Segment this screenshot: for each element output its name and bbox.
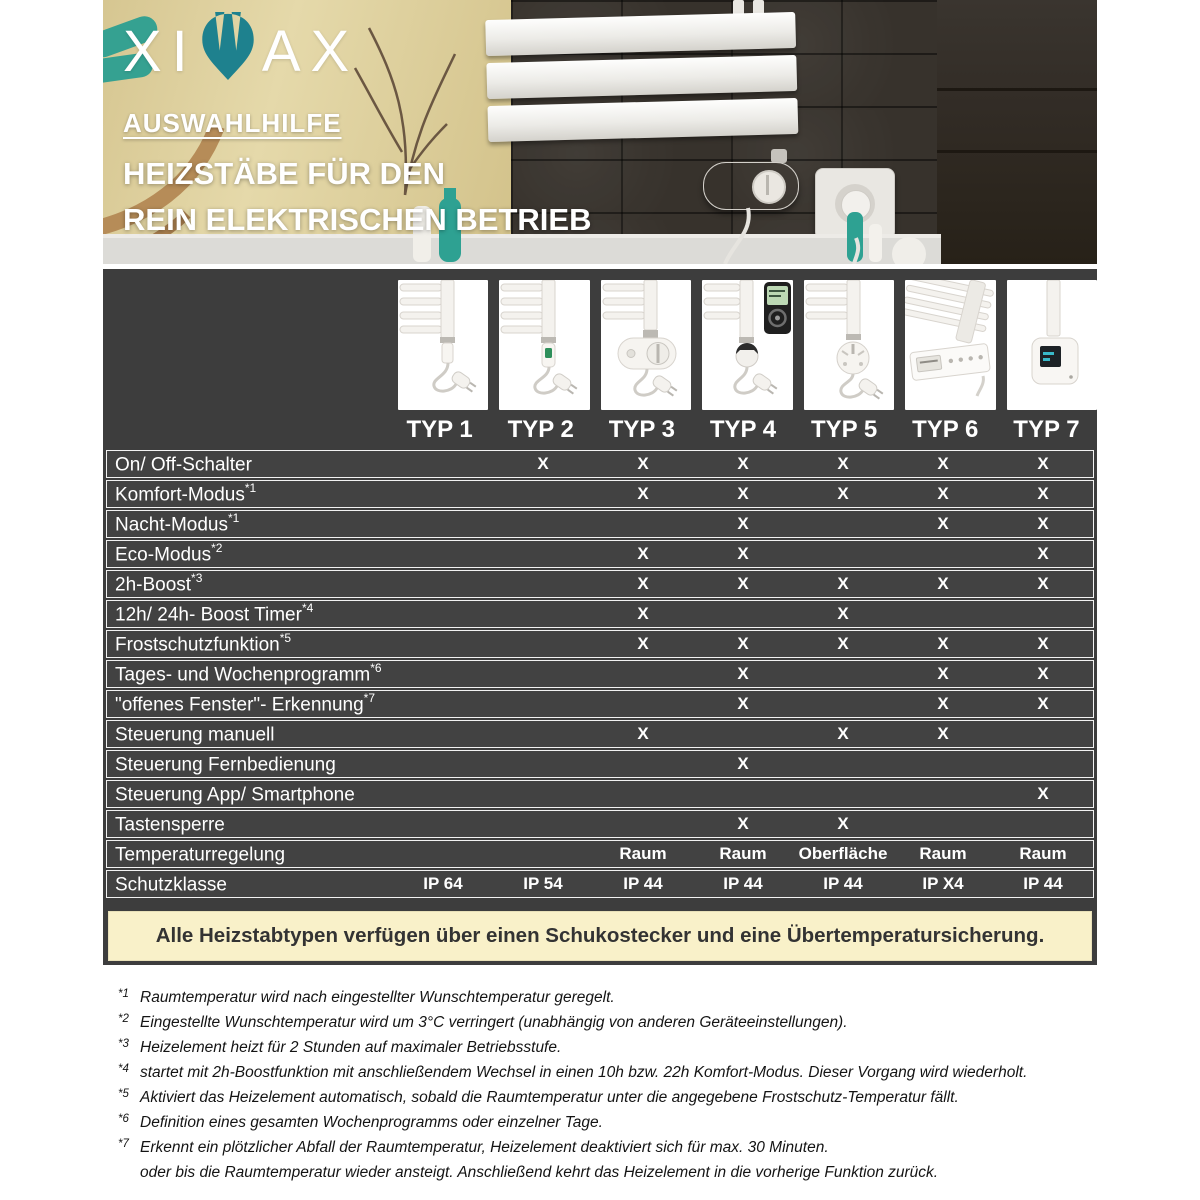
footnote-ref: *5 <box>279 630 292 645</box>
table-row <box>106 630 1094 658</box>
type-header: TYP 6 <box>912 416 979 443</box>
feature-label: 2h-Boost$^{*3}$ <box>115 570 203 596</box>
hero-banner <box>103 0 1097 264</box>
feature-label: Steuerung App/ Smartphone <box>115 784 355 806</box>
table-row <box>106 780 1094 808</box>
type-header: TYP 3 <box>608 416 675 443</box>
footnote-ref: *4 <box>301 600 314 615</box>
hero-title-line1: HEIZSTÄBE FÜR DEN <box>123 156 446 191</box>
feature-label: Tastensperre <box>115 814 225 836</box>
feature-value-cell: X <box>937 634 949 653</box>
feature-value-cell: X <box>637 724 649 743</box>
feature-value-cell: X <box>837 574 849 593</box>
footnote-text: Eingestellte Wunschtemperatur wird um 3°C verringert (unabhängig von anderen Geräteeinstellungen). <box>140 1014 848 1031</box>
footnote <box>118 1038 1098 1057</box>
feature-value-cell: X <box>937 514 949 533</box>
feature-value-cell: Raum <box>1019 844 1067 863</box>
type-header: TYP 4 <box>709 416 777 443</box>
feature-value-cell: X <box>1037 694 1049 713</box>
feature-value-cell: X <box>837 484 849 503</box>
feature-value-cell: Raum <box>719 844 767 863</box>
footnote-text: startet mit 2h-Boostfunktion mit anschließendem Wechsel in einen 10h bzw. 22h Komfort-Modus. Dieser Vorgang wird wiederholt. <box>140 1064 1028 1081</box>
table-row <box>106 840 1094 868</box>
footnote-marker: *5 <box>118 1088 129 1100</box>
footnote-ref: *1 <box>244 480 257 495</box>
feature-value-cell: X <box>1037 514 1049 533</box>
product-photo-typ2 <box>499 280 589 410</box>
comparison-table-section <box>103 269 1097 965</box>
logo-m-icon <box>200 12 256 80</box>
footnote-marker: *7 <box>118 1138 129 1150</box>
feature-value-cell: X <box>737 574 749 593</box>
feature-label: Steuerung manuell <box>115 724 275 746</box>
table-row <box>106 600 1094 628</box>
feature-label: 12h/ 24h- Boost Timer$^{*4}$ <box>115 600 314 626</box>
hero-eyebrow: AUSWAHLHILFE <box>123 108 342 138</box>
table-row <box>106 510 1094 538</box>
feature-value-cell: IP 54 <box>523 874 563 893</box>
feature-label: Steuerung Fernbedienung <box>115 754 336 776</box>
footnote-text: Raumtemperatur wird nach eingestellter Wunschtemperatur geregelt. <box>140 989 615 1006</box>
table-row <box>106 810 1094 838</box>
feature-value-cell: Oberfläche <box>798 844 888 863</box>
type-header: TYP 5 <box>811 416 878 443</box>
feature-value-cell: X <box>1037 484 1049 503</box>
feature-value-cell: X <box>637 634 649 653</box>
type-header-row <box>103 412 1097 448</box>
feature-value-cell: IP X4 <box>922 874 964 893</box>
feature-value-cell: X <box>1037 634 1049 653</box>
table-row <box>106 480 1094 508</box>
footnote-ref: *3 <box>191 570 203 585</box>
product-photo-typ5 <box>804 280 894 410</box>
feature-value-cell: X <box>737 484 749 503</box>
feature-value-cell: X <box>837 814 849 833</box>
product-photo-typ6 <box>905 280 995 410</box>
footnote-ref: *6 <box>370 660 382 675</box>
feature-value-cell: Raum <box>619 844 667 863</box>
feature-value-cell: X <box>937 454 949 473</box>
feature-value-cell: X <box>737 514 749 533</box>
table-row <box>106 690 1094 718</box>
feature-value-cell: X <box>1037 574 1049 593</box>
footnote-marker: *2 <box>118 1013 129 1025</box>
footnote <box>118 1063 1098 1082</box>
footnote-text: Aktiviert das Heizelement automatisch, sobald die Raumtemperatur unter die angegebene Frostschutz-Temperatur fällt. <box>140 1089 959 1106</box>
feature-value-cell: X <box>637 544 649 563</box>
footnote-marker: *1 <box>118 988 129 1000</box>
feature-label: Nacht-Modus$^{*1}$ <box>115 510 240 536</box>
footnote-ref: *7 <box>363 690 376 705</box>
feature-value-cell: X <box>1037 664 1049 683</box>
feature-value-cell: X <box>637 604 649 623</box>
table-row <box>106 660 1094 688</box>
footnote-marker: *3 <box>118 1038 129 1050</box>
feature-label: "offenes Fenster"- Erkennung$^{*7}$ <box>115 690 376 716</box>
footnote-ref: *2 <box>211 540 223 555</box>
table-row <box>106 750 1094 778</box>
feature-value-cell: X <box>937 664 949 683</box>
feature-value-cell: X <box>1037 784 1049 803</box>
feature-value-cell: X <box>537 454 549 473</box>
type-header: TYP 7 <box>1013 416 1080 443</box>
product-photo-typ7 <box>1007 280 1097 410</box>
feature-value-cell: X <box>937 694 949 713</box>
type-header: TYP 1 <box>406 416 473 443</box>
feature-label: Komfort-Modus$^{*1}$ <box>115 480 257 506</box>
feature-value-cell: X <box>837 724 849 743</box>
hero-title <box>123 151 591 243</box>
feature-value-cell: X <box>937 484 949 503</box>
product-photo-typ4 <box>702 280 792 410</box>
feature-value-cell: X <box>737 754 749 773</box>
footnote <box>118 1113 1098 1132</box>
feature-value-cell: X <box>737 544 749 563</box>
footnote-text: Erkennt ein plötzlicher Abfall der Raumtemperatur, Heizelement deaktiviert sich für max. 30 Minuten. oder bis die Raumtemperatur wieder ansteigt. Anschließend kehrt das Heizelement in die vorherige Funktion zurück. <box>140 1139 939 1181</box>
feature-value-cell: X <box>737 814 749 833</box>
feature-label: Temperaturregelung <box>115 844 286 866</box>
feature-value-cell: X <box>737 454 749 473</box>
feature-value-cell: X <box>937 574 949 593</box>
white-bottle <box>869 224 882 262</box>
footnote-ref: *1 <box>228 510 240 525</box>
feature-value-cell: X <box>937 724 949 743</box>
footnote-text: Heizelement heizt für 2 Stunden auf maximaler Betriebsstufe. <box>140 1039 562 1056</box>
table-row <box>106 540 1094 568</box>
feature-label: Eco-Modus$^{*2}$ <box>115 540 223 566</box>
footnote <box>118 1013 1098 1032</box>
feature-value-cell: IP 44 <box>623 874 663 893</box>
feature-label: On/ Off-Schalter <box>115 454 252 476</box>
feature-value-cell: Raum <box>919 844 967 863</box>
footnote <box>118 988 1098 1007</box>
feature-label: Tages- und Wochenprogramm$^{*6}$ <box>115 660 382 686</box>
feature-value-cell: IP 64 <box>423 874 463 893</box>
feature-value-cell: X <box>737 634 749 653</box>
hero-title-line2: REIN ELEKTRISCHEN BETRIEB <box>123 202 592 237</box>
logo-text-left: XI <box>123 18 198 84</box>
table-row <box>106 450 1094 478</box>
feature-value-cell: X <box>737 694 749 713</box>
table-row <box>106 570 1094 598</box>
product-photo-typ3 <box>601 280 691 410</box>
footnote-text: Definition eines gesamten Wochenprogramms oder einzelner Tage. <box>140 1114 603 1131</box>
hero-text-block <box>123 14 591 243</box>
product-photo-row <box>398 280 1097 410</box>
note-banner: Alle Heizstabtypen verfügen über einen Schukostecker und eine Übertemperatursicherung. <box>108 911 1092 961</box>
feature-value-cell: IP 44 <box>723 874 763 893</box>
feature-label: Schutzklasse <box>115 874 227 896</box>
feature-value-cell: X <box>837 454 849 473</box>
feature-value-cell: X <box>637 454 649 473</box>
feature-value-cell: X <box>637 484 649 503</box>
feature-value-cell: IP 44 <box>1023 874 1063 893</box>
feature-label: Frostschutzfunktion$^{*5}$ <box>115 630 292 656</box>
logo-text-right: AX <box>261 18 360 84</box>
footnote <box>118 1138 1098 1182</box>
footnotes <box>118 988 1098 1188</box>
footnote <box>118 1088 1098 1107</box>
table-row <box>106 870 1094 898</box>
feature-value-cell: X <box>1037 454 1049 473</box>
feature-value-cell: X <box>737 664 749 683</box>
feature-value-cell: IP 44 <box>823 874 863 893</box>
feature-value-cell: X <box>637 574 649 593</box>
footnote-marker: *4 <box>118 1063 129 1075</box>
brand-logo <box>123 14 591 88</box>
footnote-marker: *6 <box>118 1113 129 1125</box>
type-header: TYP 2 <box>507 416 574 443</box>
feature-value-cell: X <box>1037 544 1049 563</box>
feature-rows <box>103 448 1097 898</box>
feature-value-cell: X <box>837 634 849 653</box>
product-photo-typ1 <box>398 280 488 410</box>
table-row <box>106 720 1094 748</box>
feature-value-cell: X <box>837 604 849 623</box>
